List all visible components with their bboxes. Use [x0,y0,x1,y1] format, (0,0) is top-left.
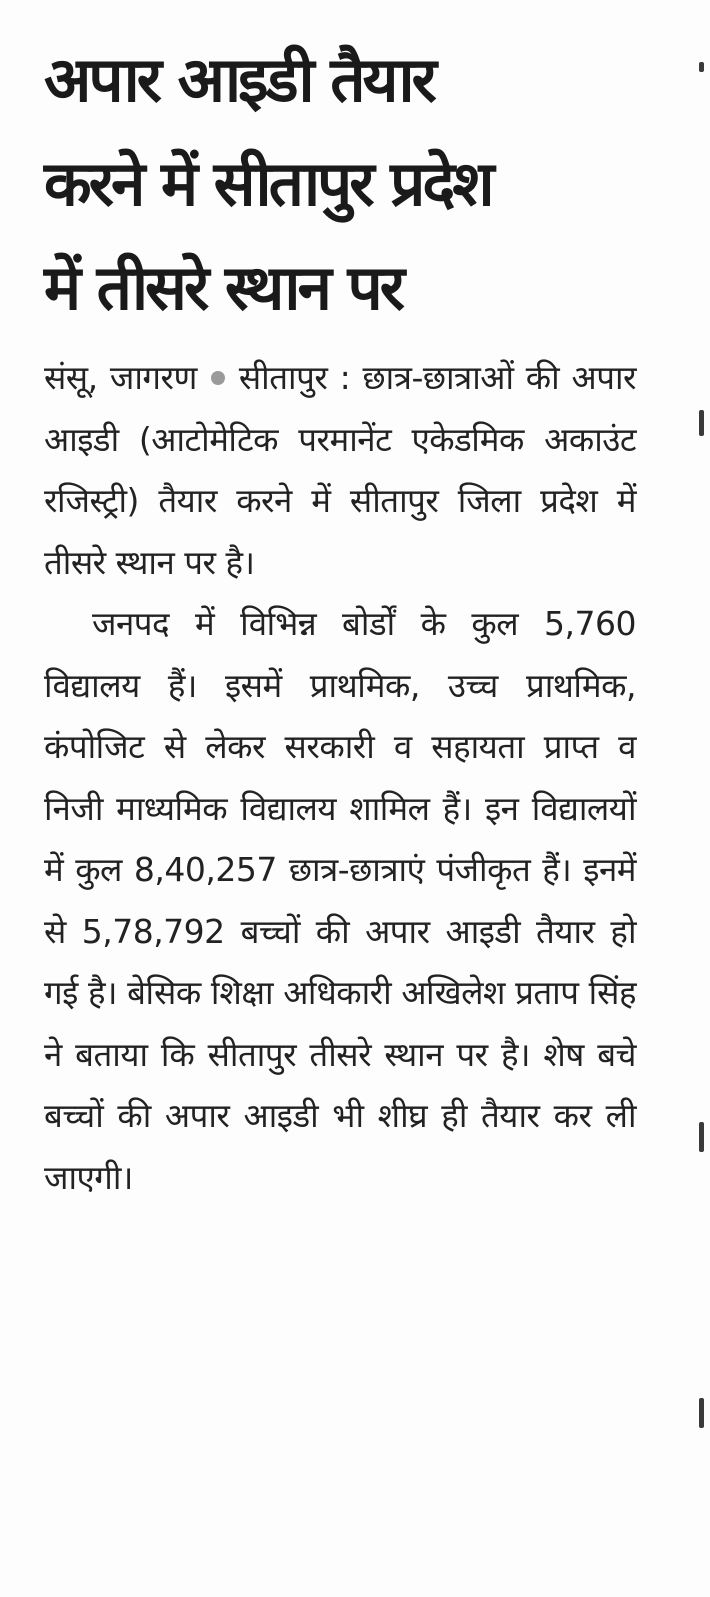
paragraph-2-text: जनपद में विभिन्न बोर्डों के कुल 5,760 विद्यालय हैं। इसमें प्राथमिक, उच्च प्राथमिक, कंपोजिट से लेकर सरकारी व सहायता प्राप्त व निजी माध्यमिक विद्यालय शामिल हैं। इन विद्यालयों में कुल 8,40,257 छात्र-छात्राएं पंजीकृत हैं। इनमें से 5,78,792 बच्चों की अपार आइडी तैयार हो गई है। बेसिक शिक्षा अधिकारी अखिलेश प्रताप सिंह ने बताया कि सीतापुर तीसरे स्थान पर है। शेष बचे बच्चों की अपार आइडी भी शीघ्र ही तैयार कर ली जाएगी। [44,604,636,1197]
headline-line-3: में तीसरे स्थान पर [44,251,403,324]
edge-mark [699,1398,704,1428]
edge-mark [699,62,704,72]
headline [44,28,644,340]
article-body [44,347,636,1208]
headline-line-2: करने में सीतापुर प्रदेश [44,147,492,220]
dateline-place: सीतापुर : [238,358,351,397]
paragraph-1 [44,347,636,593]
bullet-dot-icon [211,371,225,385]
paragraph-1-text: छात्र-छात्राओं की अपार आइडी (आटोमेटिक परमानेंट एकेडमिक अकाउंट रजिस्ट्री) तैयार करने में सीतापुर जिला प्रदेश में तीसरे स्थान पर है। [44,358,636,582]
edge-mark [699,410,704,436]
headline-line-1: अपार आइडी तैयार [44,43,434,116]
paragraph-2 [44,593,636,1208]
dateline-byline: संसू, जागरण [44,358,197,397]
edge-mark [699,1122,704,1152]
